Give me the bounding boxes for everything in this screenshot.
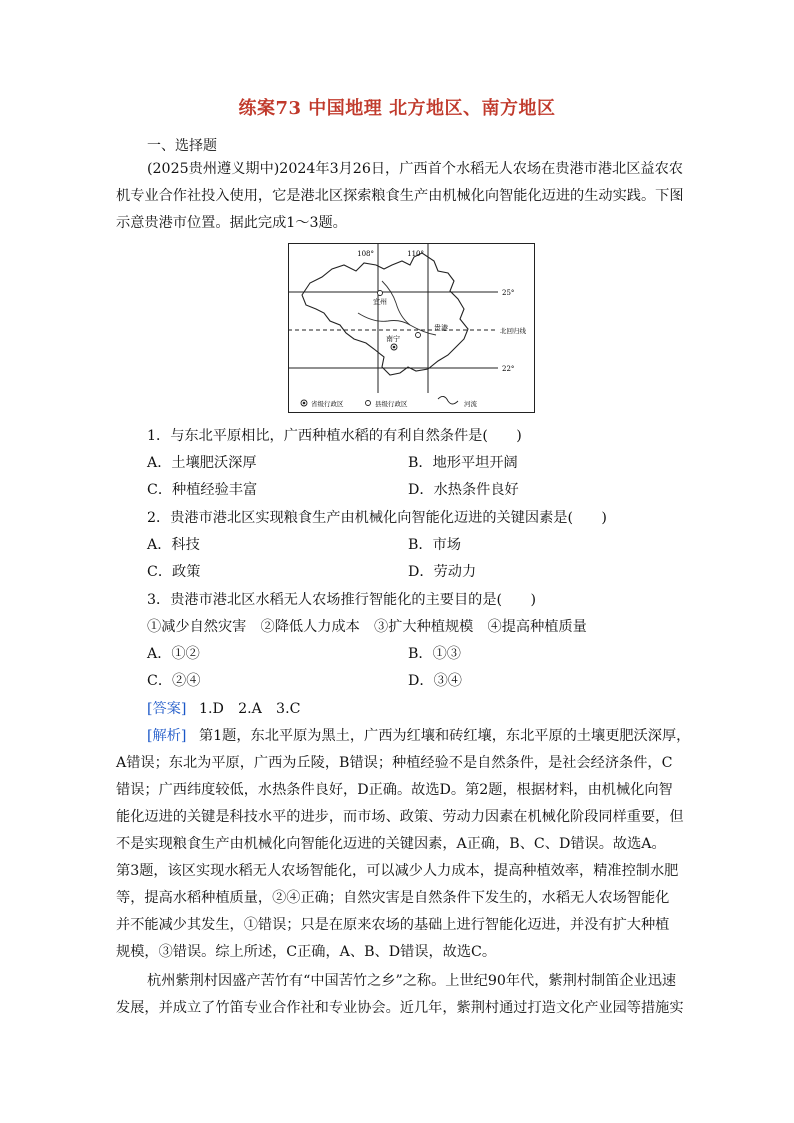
q2-option-d[interactable]: D．劳动力 [408, 564, 477, 580]
analysis-line-4: 能化迈进的关键是科技水平的进步，而市场、政策、劳动力因素在机械化阶段同样重要，但 [116, 809, 684, 825]
tropic-label: 北回归线 [500, 327, 526, 335]
q3-statements: ①减少自然灾害 ②降低人力成本 ③扩大种植规模 ④提高种植质量 [147, 619, 587, 635]
question-2: 2．贵港市港北区实现粮食生产由机械化向智能化迈进的关键因素是( ) [147, 510, 607, 526]
analysis-line-3: 错误；广西纬度较低，水热条件良好，D正确。故选D。第2题，根据材料，由机械化向智 [116, 782, 673, 798]
analysis-line-8: 并不能减少其发生，①错误；只是在原来农场的基础上进行智能化迈进，并没有扩大种植 [116, 917, 670, 933]
q1-option-d[interactable]: D．水热条件良好 [408, 482, 519, 498]
lat-label-25: 25° [502, 289, 515, 297]
analysis-line-6: 第3题，该区实现水稻无人农场智能化，可以减少人力成本，提高种植效率，精准控制水肥 [116, 863, 679, 879]
lon-label-110: 110° [407, 250, 424, 258]
analysis-line-9: 规模，③错误。综上所述，C正确，A、B、D错误，故选C。 [116, 944, 497, 960]
legend-county: 县级行政区 [375, 400, 408, 408]
q3-option-b[interactable]: B．①③ [408, 646, 461, 662]
next-passage-line-2: 发展，并成立了竹笛专业合作社和专业协会。近几年，紫荆村通过打造文化产业园等措施实 [116, 1000, 684, 1016]
q2-option-a[interactable]: A．科技 [147, 537, 200, 553]
question-1: 1．与东北平原相比，广西种植水稻的有利自然条件是( ) [147, 428, 522, 444]
intro-line-1: (2025贵州遵义期中)2024年3月26日，广西首个水稻无人农场在贵港市港北区益农农 [147, 161, 683, 177]
page-title: 练案73 中国地理 北方地区、南方地区 [238, 98, 556, 119]
q3-option-d[interactable]: D．③④ [408, 673, 462, 689]
intro-line-2: 机专业合作社投入使用，它是港北区探索粮食生产由机械化向智能化迈进的生动实践。下图 [116, 188, 684, 204]
q2-option-c[interactable]: C．政策 [147, 564, 201, 580]
intro-line-3: 示意贵港市位置。据此完成1～3题。 [116, 215, 347, 231]
question-3: 3．贵港市港北区水稻无人农场推行智能化的主要目的是( ) [147, 592, 536, 608]
answer-row [147, 698, 300, 718]
location-map [288, 243, 535, 413]
q1-option-b[interactable]: B．地形平坦开阔 [408, 455, 518, 471]
lat-label-22: 22° [502, 365, 515, 373]
q1-option-c[interactable]: C．种植经验丰富 [147, 482, 258, 498]
analysis-line-2: A错误；东北为平原，广西为丘陵，B错误；种植经验不是自然条件，是社会经济条件，C [116, 755, 673, 771]
city-guigang: 贵港 [434, 324, 448, 332]
next-passage-line-1: 杭州紫荆村因盛产苦竹有“中国苦竹之乡”之称。上世纪90年代，紫荆村制笛企业迅速 [147, 973, 677, 989]
analysis-label: [解析] [147, 728, 187, 744]
q3-option-c[interactable]: C．②④ [147, 673, 201, 689]
analysis-text-1: 第1题，东北平原为黑土，广西为红壤和砖红壤，东北平原的土壤更肥沃深厚， [198, 728, 691, 744]
q2-option-b[interactable]: B．市场 [408, 537, 461, 553]
section-heading: 一、选择题 [147, 138, 217, 154]
q3-option-a[interactable]: A．①② [147, 646, 200, 662]
analysis-line-7: 等，提高水稻种植质量，②④正确；自然灾害是自然条件下发生的，水稻无人农场智能化 [116, 890, 670, 906]
legend-provincial: 省级行政区 [311, 400, 344, 408]
q1-option-a[interactable]: A．土壤肥沃深厚 [147, 455, 257, 471]
analysis-line-5: 不是实现粮食生产由机械化向智能化迈进的关键因素，A正确，B、C、D错误。故选A。 [116, 836, 666, 852]
answer-text: 1.D 2.A 3.C [198, 701, 301, 717]
analysis-line-1 [147, 725, 690, 745]
legend-river: 河流 [464, 400, 477, 408]
city-yizhou: 宜州 [373, 298, 387, 306]
lon-label-108: 108° [357, 250, 374, 258]
city-nanning: 南宁 [386, 335, 400, 343]
answer-label: [答案] [147, 701, 187, 717]
